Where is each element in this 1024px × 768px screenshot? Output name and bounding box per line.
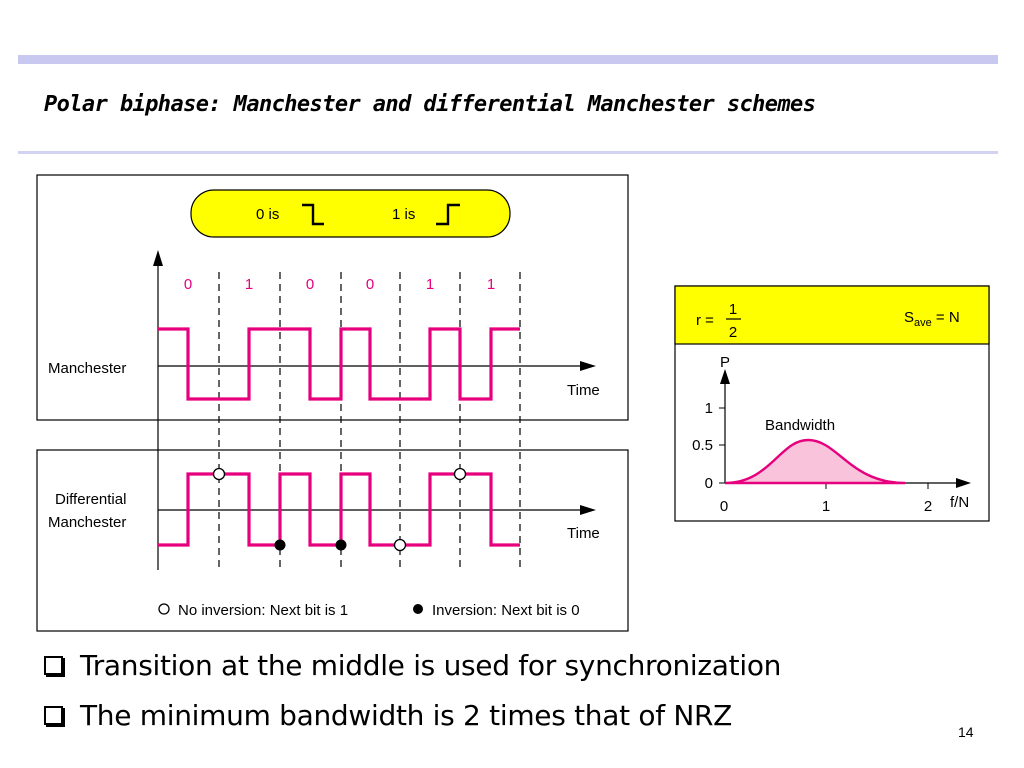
bullet-item bbox=[44, 640, 781, 690]
no-inversion-marker bbox=[455, 469, 466, 480]
inversion-marker bbox=[336, 540, 347, 551]
s-subscript: ave bbox=[914, 317, 932, 329]
x-tick-label: 0 bbox=[719, 498, 729, 515]
checkbox-bullet-icon bbox=[44, 656, 63, 675]
y-tick-label: 0.5 bbox=[692, 437, 713, 454]
bullet-text: Transition at the middle is used for synchronization bbox=[80, 648, 782, 682]
page-number: 14 bbox=[958, 724, 974, 740]
manchester-time-label: Time bbox=[567, 382, 600, 399]
no-inversion-marker bbox=[395, 540, 406, 551]
bullet-list bbox=[44, 640, 781, 740]
slide-title: Polar biphase: Manchester and differential Manchester schemes bbox=[44, 92, 816, 117]
spectrum-x-label: f/N bbox=[950, 494, 970, 511]
filled-circle-icon bbox=[413, 604, 423, 614]
bit-label: 1 bbox=[244, 276, 254, 293]
ratio-denominator: 2 bbox=[728, 324, 738, 341]
no-inversion-note: No inversion: Next bit is 1 bbox=[178, 602, 349, 619]
no-inversion-marker bbox=[214, 469, 225, 480]
spectrum-y-label: P bbox=[720, 354, 731, 371]
bit-label: 0 bbox=[365, 276, 375, 293]
legend-one-label: 1 is bbox=[392, 206, 416, 223]
checkbox-bullet-icon bbox=[44, 706, 63, 725]
manchester-label: Manchester bbox=[48, 360, 127, 377]
x-tick-label: 1 bbox=[821, 498, 831, 515]
legend-pill bbox=[191, 190, 510, 237]
ratio-numerator: 1 bbox=[728, 301, 738, 318]
bit-label: 0 bbox=[305, 276, 315, 293]
bit-label: 1 bbox=[486, 276, 496, 293]
differential-label-line1: Differential bbox=[55, 491, 127, 508]
y-tick-label: 1 bbox=[704, 400, 713, 417]
bullet-item bbox=[44, 690, 781, 740]
differential-time-label: Time bbox=[567, 525, 600, 542]
bit-label: 0 bbox=[183, 276, 193, 293]
inversion-marker bbox=[275, 540, 286, 551]
bandwidth-label: Bandwidth bbox=[765, 417, 836, 434]
y-tick-label: 0 bbox=[704, 475, 713, 492]
bullet-text: The minimum bandwidth is 2 times that of NRZ bbox=[80, 698, 733, 732]
differential-label-line2: Manchester bbox=[48, 514, 127, 531]
open-circle-icon bbox=[159, 604, 169, 614]
legend-zero-label: 0 is bbox=[256, 206, 280, 223]
ratio-label: r = bbox=[696, 312, 714, 329]
bit-label: 1 bbox=[425, 276, 435, 293]
x-tick-label: 2 bbox=[923, 498, 933, 515]
inversion-note: Inversion: Next bit is 0 bbox=[432, 602, 580, 619]
s-main: S bbox=[904, 309, 915, 326]
s-equals: = N bbox=[931, 309, 960, 326]
